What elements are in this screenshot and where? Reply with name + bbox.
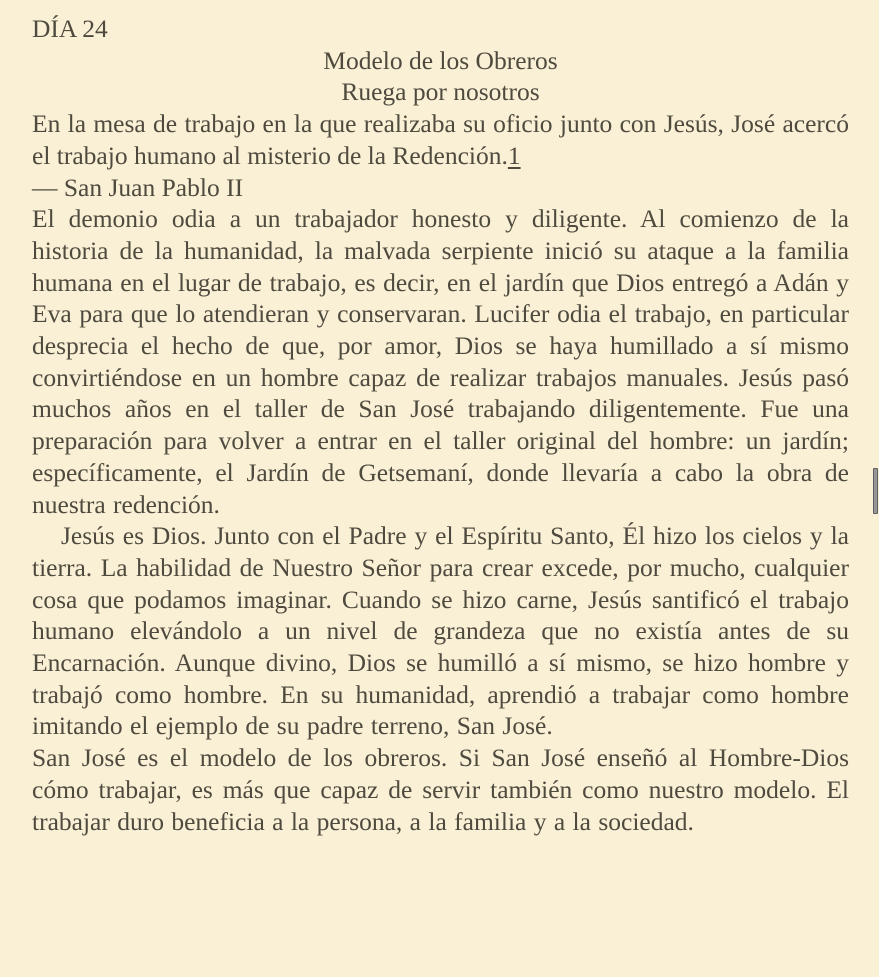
quote-attribution: — San Juan Pablo II [32,172,244,202]
scroll-position-indicator[interactable] [873,468,878,514]
body-paragraph: El demonio odia a un trabajador honesto y diligente. Al comienzo de la historia de la humanidad, la malvada serpiente inició su ataque a la familia humana en el lugar de trabajo, es decir, en el jardín que Dios entregó a Adán y Eva para que lo atendieran y conservaran. Lucifer odia el trabajo, en particular desprecia el hecho de que, por amor, Dios se haya humillado a sí mismo convirtiéndose en un hombre capaz de realizar trabajos manuales. Jesús pasó muchos años en el taller de San José trabajando diligentemente. Fue una preparación para volver a entrar en el taller original del hombre: un jardín; específicamente, el Jardín de Getsemaní, donde llevaría a cabo la obra de nuestra redención. [32,204,849,519]
day-heading: DÍA 24 [32,14,108,43]
body-paragraph: San José es el modelo de los obreros. Si San José enseñó al Hombre-Dios cómo trabajar, es más que capaz de servir también como nuestro modelo. El trabajar duro beneficia a la persona, a la familia y a la sociedad. [32,743,849,836]
footnote-link[interactable]: 1 [507,140,521,170]
body-paragraph: Jesús es Dios. Junto con el Padre y el Espíritu Santo, Él hizo los cielos y la tierra. La habilidad de Nuestro Señor para crear excede, por mucho, cualquier cosa que podamos imaginar. Cuando se hizo carne, Jesús santificó el trabajo humano elevándolo a un nivel de grandeza que no existía antes de su Encarnación. Aunque divino, Dios se humilló a sí mismo, se hizo hombre y trabajó como hombre. En su humanidad, aprendió a trabajar como hombre imitando el ejemplo de su padre terreno, San José. [32,521,849,741]
quote-paragraph [32,108,849,171]
chapter-title: Modelo de los Obreros [323,45,558,75]
chapter-subtitle: Ruega por nosotros [341,77,540,107]
quote-text: En la mesa de trabajo en la que realizaba su oficio junto con Jesús, José acercó el trabajo humano al misterio de la Redención. [32,109,849,170]
